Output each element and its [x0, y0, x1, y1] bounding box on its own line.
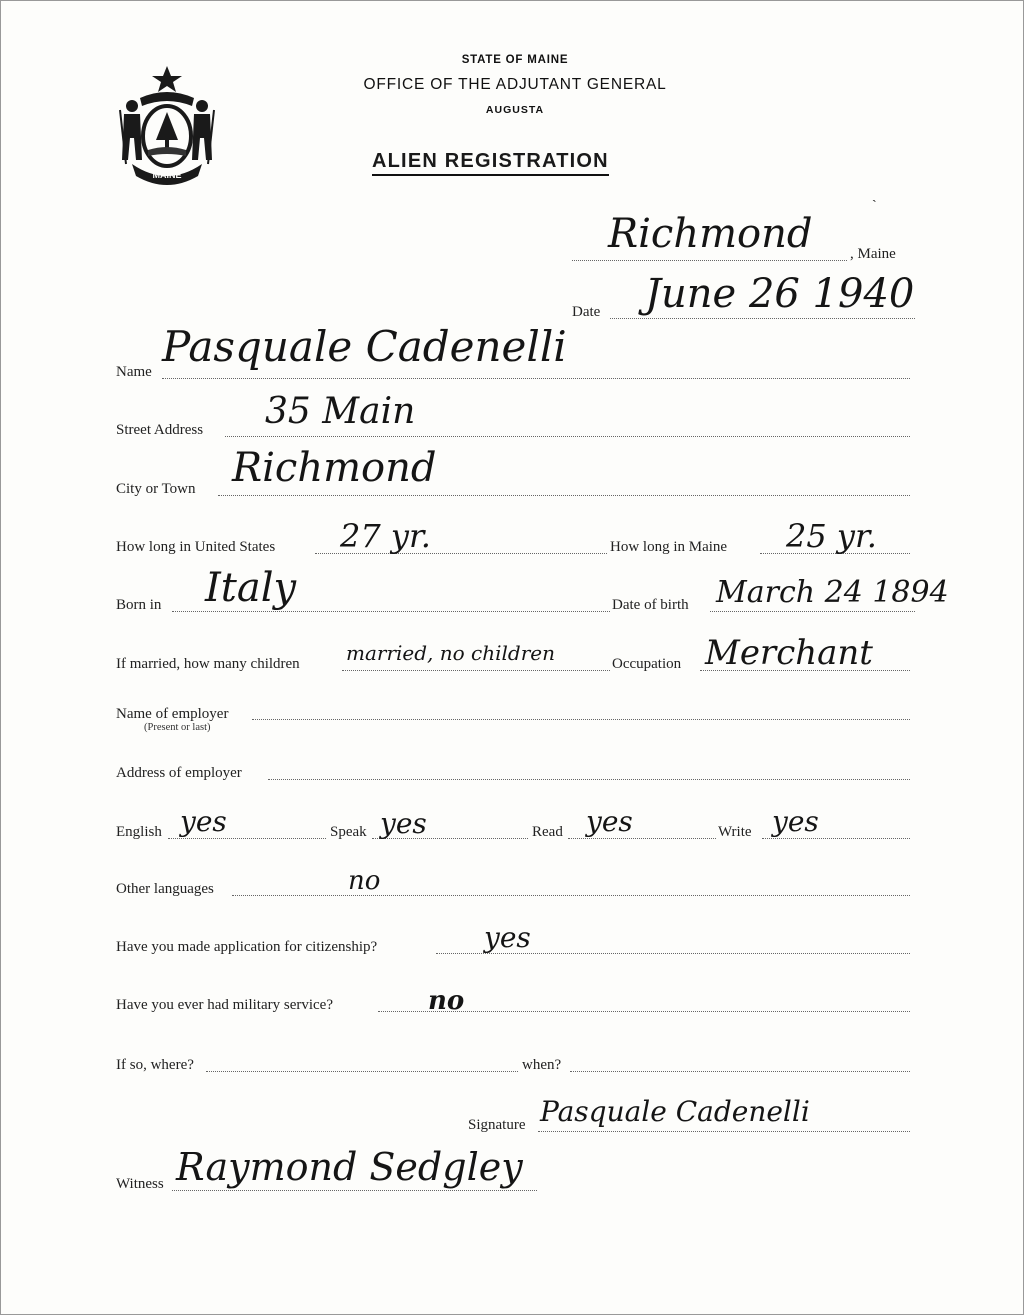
children-line — [342, 670, 610, 671]
name-label: Name — [116, 364, 152, 380]
signature-label: Signature — [468, 1117, 526, 1133]
witness-value: Raymond Sedgley — [176, 1145, 523, 1189]
born-in-label: Born in — [116, 597, 162, 613]
maine-label: , Maine — [850, 246, 896, 262]
employer-name-sublabel: (Present or last) — [144, 722, 211, 733]
where-line — [206, 1071, 518, 1072]
speak-value: yes — [380, 807, 427, 840]
english-value: yes — [180, 805, 227, 838]
occupation-value: Merchant — [705, 633, 873, 673]
header-state: STATE OF MAINE — [461, 54, 569, 66]
city-label: City or Town — [116, 481, 196, 497]
born-in-value: Italy — [205, 565, 297, 611]
form-title: ALIEN REGISTRATION — [372, 150, 609, 176]
other-languages-line — [232, 895, 910, 896]
read-value: yes — [586, 805, 633, 838]
children-label: If married, how many children — [116, 656, 300, 672]
witness-label: Witness — [116, 1176, 164, 1192]
how-long-maine-label: How long in Maine — [610, 539, 728, 555]
military-value: no — [428, 986, 465, 1016]
employer-name-label: Name of employer — [116, 706, 229, 722]
when-line — [570, 1071, 910, 1072]
maine-seal-icon — [112, 64, 222, 190]
when-label: when? — [522, 1057, 562, 1073]
date-of-birth-label: Date of birth — [612, 597, 689, 613]
english-line — [168, 838, 326, 839]
name-value: Pasquale Cadenelli — [162, 322, 567, 371]
employer-address-line — [268, 779, 910, 780]
military-label: Have you ever had military service? — [116, 997, 333, 1013]
write-label: Write — [718, 824, 752, 840]
citizenship-label: Have you made application for citizenship? — [116, 939, 378, 955]
write-value: yes — [772, 805, 819, 838]
city-value: Richmond — [232, 445, 437, 491]
other-languages-value: no — [348, 866, 381, 896]
date-line — [610, 318, 915, 319]
children-value: married, no children — [346, 641, 555, 665]
other-languages-label: Other languages — [116, 881, 214, 897]
name-line — [162, 378, 910, 379]
signature-value: Pasquale Cadenelli — [540, 1095, 810, 1128]
born-in-line — [172, 611, 610, 612]
ink-speck: ˎ — [872, 188, 877, 203]
citizenship-value: yes — [484, 921, 531, 954]
street-value: 35 Main — [265, 391, 416, 432]
date-of-birth-line — [710, 611, 915, 612]
occupation-label: Occupation — [612, 656, 682, 672]
city-line — [218, 495, 910, 496]
write-line — [762, 838, 910, 839]
date-of-birth-value: March 24 1894 — [716, 575, 949, 610]
seal-banner-text: MAINE — [152, 170, 182, 180]
place-value: Richmond — [608, 211, 813, 257]
date-label: Date — [572, 304, 601, 320]
how-long-maine-value: 25 yr. — [786, 517, 877, 555]
date-value: June 26 1940 — [645, 271, 915, 317]
how-long-us-value: 27 yr. — [340, 517, 431, 555]
signature-line — [538, 1131, 910, 1132]
where-label: If so, where? — [116, 1057, 194, 1073]
read-label: Read — [532, 824, 563, 840]
witness-line — [172, 1190, 537, 1191]
read-line — [568, 838, 716, 839]
how-long-us-label: How long in United States — [116, 539, 276, 555]
employer-address-label: Address of employer — [116, 765, 242, 781]
street-label: Street Address — [116, 422, 204, 438]
street-line — [225, 436, 910, 437]
header-office: OFFICE OF THE ADJUTANT GENERAL — [363, 76, 667, 93]
english-label: English — [116, 824, 162, 840]
header-city: AUGUSTA — [485, 104, 545, 116]
employer-name-line — [252, 719, 910, 720]
speak-label: Speak — [330, 824, 367, 840]
place-line — [572, 260, 847, 261]
